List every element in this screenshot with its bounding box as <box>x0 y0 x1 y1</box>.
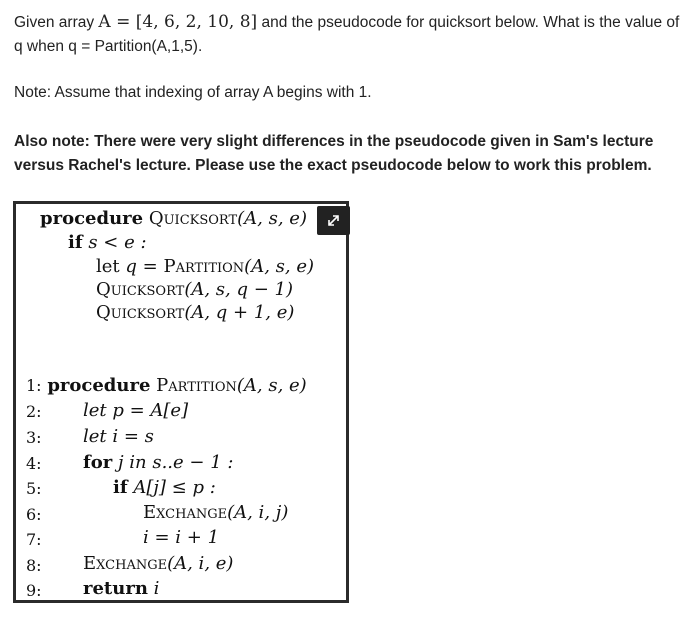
array-math: A = [4, 6, 2, 10, 8] <box>98 12 258 32</box>
quicksort-call-args: (A, s, q − 1) <box>184 279 293 300</box>
code-text: let p = A[e] <box>83 400 189 421</box>
let-keyword: let <box>96 256 120 277</box>
partition-line-2 <box>83 400 188 421</box>
exchange-name: Exchange <box>83 553 168 574</box>
if-keyword: if <box>113 477 128 498</box>
partition-line-6 <box>143 502 288 523</box>
partition-line-9 <box>83 578 159 599</box>
line-number: 3: <box>26 428 42 447</box>
line-number: 1: <box>26 376 42 395</box>
code-text: A[j] ≤ p : <box>133 477 216 498</box>
quicksort-call-name: Quicksort <box>96 279 185 300</box>
if-condition: s < e : <box>88 232 147 253</box>
quicksort-line-1 <box>40 208 307 229</box>
line-number: 8: <box>26 556 42 575</box>
quicksort-line-3 <box>96 256 314 277</box>
if-keyword: if <box>68 232 83 253</box>
quicksort-call-name: Quicksort <box>96 302 185 323</box>
let-lhs: q = <box>125 256 158 277</box>
exchange-args: (A, i, j) <box>227 502 289 523</box>
procedure-keyword: procedure <box>40 208 144 229</box>
partition-line-3 <box>83 426 154 447</box>
partition-line-5 <box>113 477 216 498</box>
line-number: 9: <box>26 581 42 600</box>
expand-icon <box>317 206 350 235</box>
quicksort-line-2 <box>68 232 147 253</box>
procedure-keyword: procedure <box>47 375 151 396</box>
partition-call-name: Partition <box>163 256 245 277</box>
code-text: let i = s <box>83 426 154 447</box>
code-text: i = i + 1 <box>143 527 220 548</box>
quicksort-line-4 <box>96 279 293 300</box>
exchange-args: (A, i, e) <box>167 553 234 574</box>
question-part2: and the pseudocode for quicksort below. What is the value of q when q = Partition(A,1,5). <box>14 14 680 55</box>
code-text: j in s..e − 1 : <box>117 452 234 473</box>
line-number: 4: <box>26 454 42 473</box>
quicksort-call-args: (A, q + 1, e) <box>184 302 295 323</box>
partition-args: (A, s, e) <box>236 375 307 396</box>
code-text: i <box>153 578 160 599</box>
line-number: 7: <box>26 530 42 549</box>
line-number: 2: <box>26 402 42 421</box>
partition-line-8 <box>83 553 233 574</box>
for-keyword: for <box>83 452 113 473</box>
return-keyword: return <box>83 578 148 599</box>
pseudocode-image <box>13 201 349 603</box>
exchange-name: Exchange <box>143 502 228 523</box>
question-text <box>14 10 682 59</box>
partition-name: Partition <box>156 375 237 396</box>
partition-line-7 <box>143 527 219 548</box>
partition-line-1 <box>26 375 307 396</box>
quicksort-args: (A, s, e) <box>237 208 307 229</box>
pseudocode-note: Also note: There were very slight differences in the pseudocode given in Sam's lecture versus Rachel's lecture. Please use the exact pseudocode below to work this problem. <box>14 133 654 174</box>
partition-call-args: (A, s, e) <box>244 256 314 277</box>
question-part1: Given array <box>14 14 99 31</box>
expand-button[interactable] <box>317 206 350 235</box>
quicksort-line-5 <box>96 302 294 323</box>
partition-line-4 <box>83 452 233 473</box>
line-number: 5: <box>26 479 42 498</box>
index-note: Note: Assume that indexing of array A begins with 1. <box>14 84 372 101</box>
quicksort-name: Quicksort <box>148 208 238 229</box>
line-number: 6: <box>26 505 42 524</box>
